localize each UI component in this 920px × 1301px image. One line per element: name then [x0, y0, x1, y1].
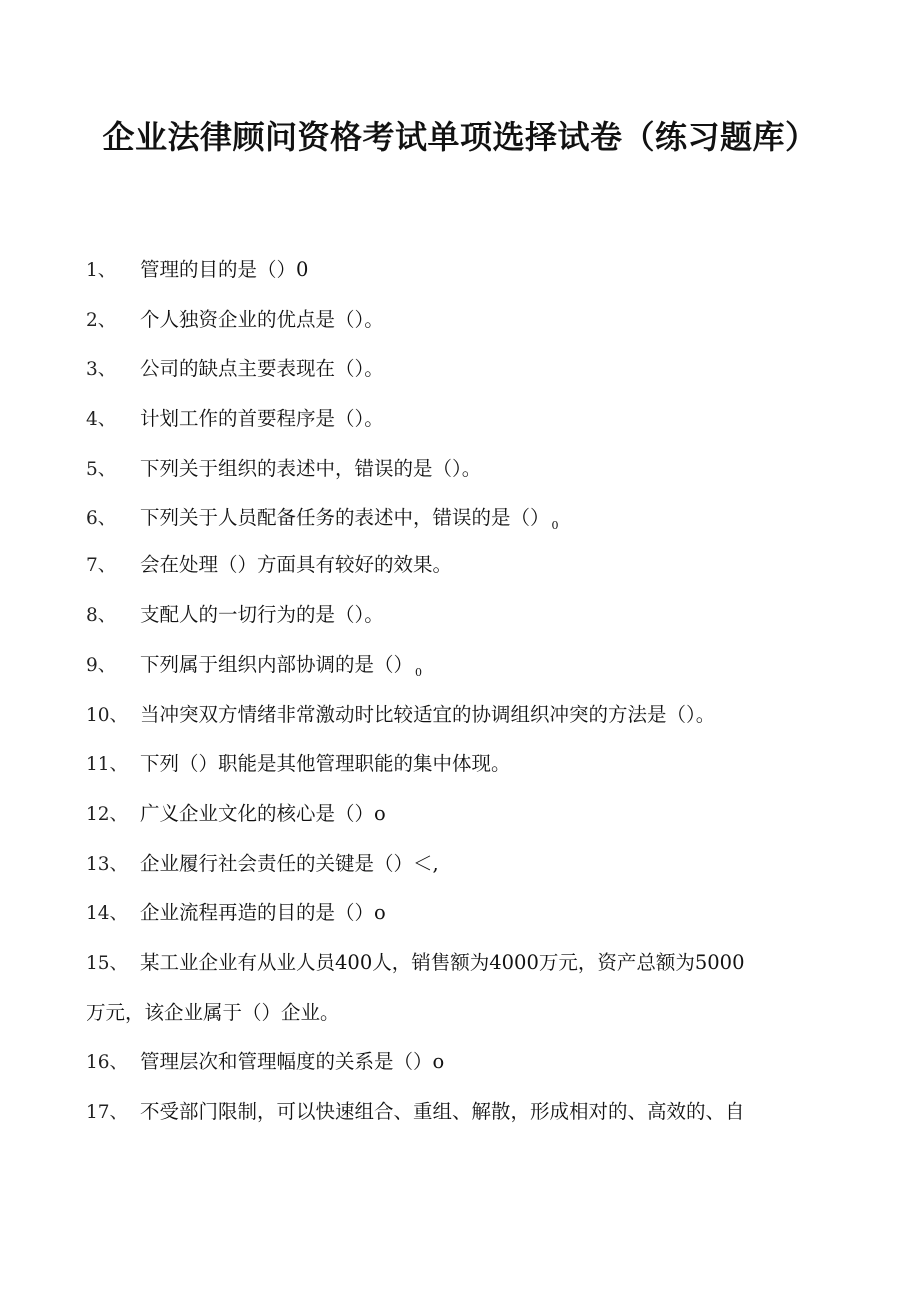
- question-number: 15、: [86, 952, 129, 974]
- question-item: [86, 252, 816, 302]
- question-text: 下列关于组织的表述中，错误的是（）。: [140, 456, 482, 480]
- question-item: [86, 401, 816, 451]
- question-item: [86, 597, 816, 647]
- question-list: [86, 252, 816, 1144]
- question-number: 10、: [86, 704, 129, 726]
- question-text: 个人独资企业的优点是（）。: [140, 307, 384, 331]
- question-number: 17、: [86, 1102, 129, 1124]
- page-title: 企业法律顾问资格考试单项选择试卷（练习题库）: [102, 118, 818, 156]
- question-item: [86, 846, 816, 896]
- question-item: [86, 1094, 816, 1144]
- question-item: [86, 945, 816, 1044]
- question-text: 当冲突双方情绪非常激动时比较适宜的协调组织冲突的方法是（）。: [140, 702, 716, 726]
- question-number: 5、: [86, 458, 117, 480]
- question-text: 管理层次和管理幅度的关系是（）o: [140, 1050, 445, 1074]
- question-text: 计划工作的首要程序是（）。: [140, 407, 384, 431]
- question-number: 8、: [86, 605, 117, 627]
- question-item: [86, 500, 816, 547]
- question-subscript: 0: [415, 665, 423, 679]
- question-item: [86, 746, 816, 796]
- question-text: 公司的缺点主要表现在（）。: [140, 357, 384, 381]
- question-item: [86, 451, 816, 501]
- question-number: 4、: [86, 409, 117, 431]
- question-text: 某工业企业有从业人员400人，销售额为4000万元，资产总额为5000: [140, 950, 745, 974]
- question-number: 14、: [86, 903, 129, 925]
- question-subscript: 0: [551, 519, 559, 533]
- question-item: [86, 302, 816, 352]
- question-text: 下列属于组织内部协调的是（）: [140, 652, 414, 676]
- question-item: [86, 895, 816, 945]
- question-text: 不受部门限制，可以快速组合、重组、解散，形成相对的、高效的、自: [140, 1100, 745, 1124]
- question-text: 广义企业文化的核心是（）o: [140, 801, 386, 825]
- question-text: 会在处理（）方面具有较好的效果。: [140, 553, 453, 577]
- question-item: [86, 647, 816, 697]
- question-number: 3、: [86, 359, 117, 381]
- question-text: 企业履行社会责任的关键是（）＜,: [140, 851, 439, 875]
- question-number: 16、: [86, 1052, 129, 1074]
- question-text: 下列关于人员配备任务的表述中，错误的是（）: [140, 506, 550, 530]
- question-text-continued: 万元，该企业属于（）企业。: [86, 1000, 340, 1024]
- question-number: 9、: [86, 654, 117, 676]
- question-item: [86, 1044, 816, 1094]
- question-number: 2、: [86, 309, 117, 331]
- question-item: [86, 351, 816, 401]
- question-number: 12、: [86, 803, 129, 825]
- question-text: 下列（）职能是其他管理职能的集中体现。: [140, 752, 511, 776]
- question-item: [86, 547, 816, 597]
- question-text: 企业流程再造的目的是（）o: [140, 901, 386, 925]
- question-number: 7、: [86, 555, 117, 577]
- question-item: [86, 796, 816, 846]
- question-number: 1、: [86, 260, 117, 281]
- question-number: 13、: [86, 853, 129, 875]
- question-item: [86, 697, 816, 747]
- question-number: 11、: [86, 754, 129, 776]
- question-number: 6、: [86, 508, 117, 530]
- question-text: 管理的目的是（）0: [140, 258, 309, 281]
- question-text: 支配人的一切行为的是（）。: [140, 603, 384, 627]
